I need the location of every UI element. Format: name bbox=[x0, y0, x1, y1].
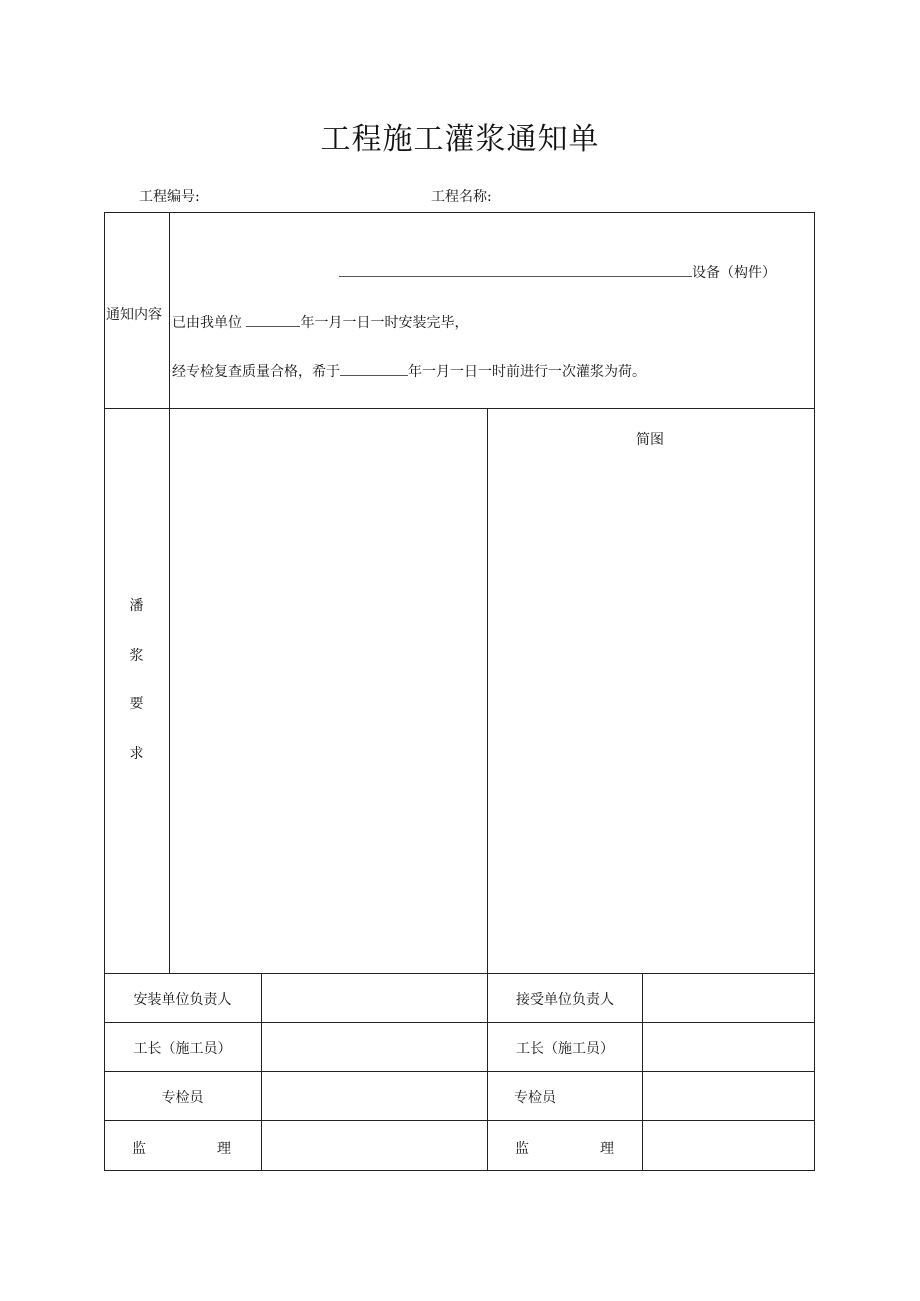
supervisor-label-left-b: 理 bbox=[217, 1141, 231, 1157]
install-date-blank[interactable] bbox=[246, 312, 300, 327]
notice-line-2-suffix: 年一月一日一时安装完毕， bbox=[300, 315, 469, 331]
notice-line-1 bbox=[339, 262, 776, 282]
project-no-label: 工程编号: bbox=[139, 189, 200, 205]
requirements-char-2: 浆 bbox=[129, 648, 144, 664]
project-name-label: 工程名称: bbox=[431, 189, 492, 205]
requirements-char-3: 要 bbox=[129, 696, 144, 712]
requirements-char-1: 潘 bbox=[129, 598, 144, 614]
inspector-label-left: 专检员 bbox=[161, 1090, 204, 1106]
notice-line-2 bbox=[172, 312, 468, 332]
supervisor-label-right-b: 理 bbox=[600, 1141, 614, 1157]
supervisor-signature-right[interactable] bbox=[643, 1121, 814, 1170]
inspector-signature-left[interactable] bbox=[262, 1072, 486, 1119]
supervisor-label-left-a: 监 bbox=[132, 1141, 146, 1157]
foreman-label-left: 工长（施工员） bbox=[133, 1041, 232, 1057]
notice-line-3-prefix: 经专检复查质量合格，希于 bbox=[172, 364, 340, 380]
foreman-label-right: 工长（施工员） bbox=[516, 1041, 614, 1057]
equipment-name-blank[interactable] bbox=[339, 262, 692, 277]
supervisor-label-right-a: 监 bbox=[515, 1141, 529, 1157]
supervisor-signature-left[interactable] bbox=[262, 1121, 486, 1170]
notice-label: 通知内容 bbox=[106, 307, 162, 323]
page-title: 工程施工灌浆通知单 bbox=[320, 122, 600, 157]
inspector-signature-right[interactable] bbox=[643, 1072, 814, 1119]
supervisor-label-right bbox=[515, 1138, 614, 1158]
notice-line-1-suffix: 设备（构件） bbox=[692, 265, 776, 281]
sketch-label: 简图 bbox=[636, 432, 664, 448]
installer-lead-signature[interactable] bbox=[262, 974, 486, 1021]
foreman-signature-right[interactable] bbox=[643, 1023, 814, 1070]
foreman-signature-left[interactable] bbox=[262, 1023, 486, 1070]
sketch-area[interactable] bbox=[488, 450, 814, 972]
inspector-label-right: 专检员 bbox=[514, 1090, 556, 1106]
requirements-input-area[interactable] bbox=[170, 409, 486, 972]
grouting-date-blank[interactable] bbox=[340, 361, 408, 376]
requirements-char-4: 求 bbox=[129, 746, 144, 762]
notice-line-3-suffix: 年一月一日一时前进行一次灌浆为荷。 bbox=[408, 364, 646, 380]
receiver-lead-signature[interactable] bbox=[643, 974, 814, 1021]
receiver-lead-label: 接受单位负责人 bbox=[516, 992, 614, 1008]
notice-line-3 bbox=[172, 361, 646, 381]
installer-lead-label: 安装单位负责人 bbox=[133, 992, 232, 1008]
supervisor-label-left bbox=[132, 1138, 231, 1158]
notice-line-2-prefix: 已由我单位 bbox=[172, 315, 242, 331]
